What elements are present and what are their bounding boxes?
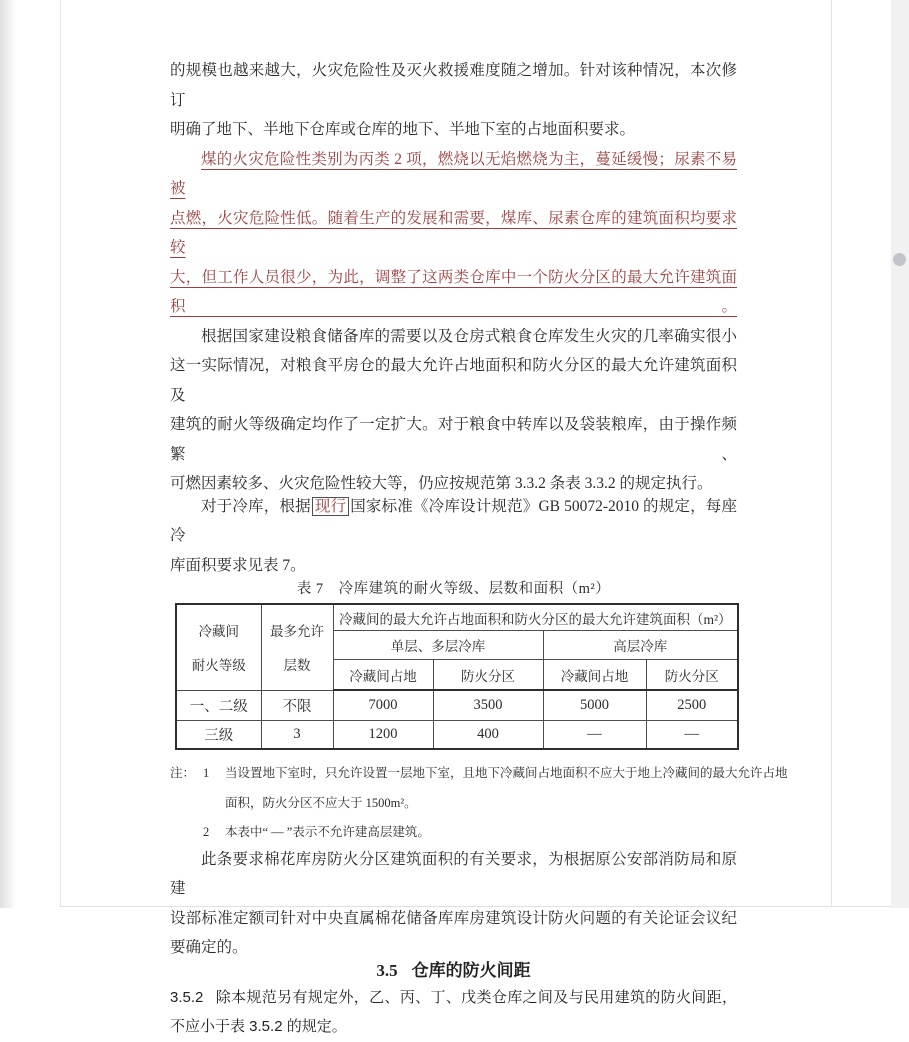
text-line: 这一实际情况，对粮食平房仓的最大允许占地面积和防火分区的最大允许建筑面积及: [170, 357, 737, 404]
note-text-line: 本表中“ — ”表示不允许建高层建筑。: [225, 825, 430, 839]
revision-text-line: 点燃，火灾危险性低。随着生产的发展和需要，煤库、尿素仓库的建筑面积均要求较: [170, 209, 737, 256]
table-cell: 三级: [176, 721, 261, 750]
text-line: 建筑的耐火等级确定均作了一定扩大。对于粮食中转库以及袋装粮库，由于操作频繁、: [170, 416, 737, 463]
table-header-text: 耐火等级: [191, 658, 246, 674]
clause-line: [170, 983, 737, 1013]
note-1-continuation: 面积，防火分区不应大于 1500m²。: [225, 795, 417, 810]
text-line: 库面积要求见表 7。: [170, 556, 306, 574]
table-cell: 一、二级: [176, 690, 261, 721]
table-header-group-highrise: 高层冷库: [543, 631, 738, 660]
table-subheader: 防火分区: [433, 660, 543, 691]
section-title: 仓库的防火间距: [411, 960, 531, 980]
table-notes: [170, 759, 788, 848]
text-line: 要确定的。: [170, 939, 248, 956]
note-number: 1: [203, 766, 210, 780]
table-7-title: 表 7 冷库建筑的耐火等级、层数和面积（m²）: [296, 581, 611, 597]
table-header-text: 最多允许: [270, 624, 324, 640]
note-text-line: 当设置地下室时，只允许设置一层地下室，且地下冷藏间占地面积不应大于地上冷藏间的最大允许占地: [225, 766, 788, 780]
scrollbar-track[interactable]: [891, 0, 909, 908]
text-line: 设部标准定额司针对中央直属棉花储备库库房建筑设计防火问题的有关论证会议纪: [170, 909, 737, 927]
revision-text-line: 煤的火灾危险性类别为丙类 2 项，燃烧以无焰燃烧为主，蔓延缓慢；尿素不易被: [170, 150, 737, 197]
scrollbar-thumb[interactable]: [893, 253, 906, 266]
document-page-content: [170, 0, 788, 1042]
text-line: 可燃因素较多、火灾危险性较大等，仍应按规范第 3.3.2 条表 3.3.2 的规定执行。: [170, 475, 713, 492]
revision-paragraph-red: [170, 145, 737, 322]
table-7: [175, 603, 739, 750]
table-row: [176, 690, 738, 721]
revision-boxed-term: 现行: [312, 497, 349, 516]
note-1: [170, 759, 788, 789]
clause-text: 除本规范另有规定外，乙、丙、丁、戊类仓库之间及与民用建筑的防火间距，: [215, 988, 737, 1006]
table-subheader: 冷藏间占地: [543, 660, 646, 691]
table-subheader: 防火分区: [646, 660, 738, 691]
commentary-paragraph-4: [170, 845, 737, 963]
text-line: 根据国家建设粮食储备库的需要以及仓房式粮食仓库发生火灾的几率确实很小: [201, 327, 737, 345]
text-segment: 国家标准《冷库设计规范》GB 50072-2010 的规定，每座冷: [170, 497, 737, 544]
table-cell: 不限: [261, 690, 333, 721]
commentary-paragraph-2: [170, 322, 737, 499]
table-cell: —: [543, 721, 646, 750]
clause-line: 不应小于表 3.5.2 的规定。: [170, 1018, 347, 1035]
clause-number: 3.5.2: [170, 988, 204, 1006]
text-line: 此条要求棉花库房防火分区建筑面积的有关要求，为根据原公安部消防局和原建: [170, 850, 737, 897]
table-cell: 3: [261, 721, 333, 750]
table-header-text: 冷藏间: [198, 624, 239, 640]
section-heading-3-5: [170, 956, 737, 986]
clause-3-5-2: [170, 983, 737, 1042]
text-segment: 对于冷库，根据: [201, 497, 311, 515]
notes-label: 注：: [170, 766, 196, 780]
text-line: 的规模也越来越大，火灾危险性及灭火救援难度随之增加。针对该种情况，本次修订: [170, 62, 737, 109]
revision-text-line: 大，但工作人员很少，为此，调整了这两类仓库中一个防火分区的最大允许建筑面积。: [170, 268, 737, 315]
table-header-max-storeys: [261, 604, 333, 690]
table-cell: 400: [433, 721, 543, 750]
viewport-left-shadow: [0, 0, 16, 908]
table-cell: 5000: [543, 690, 646, 721]
text-line: [170, 492, 737, 551]
table-header-fire-resistance: [176, 604, 261, 690]
page-left-edge: [60, 0, 61, 906]
table-cell: —: [646, 721, 738, 750]
section-number: 3.5: [376, 960, 398, 980]
text-line: 明确了地下、半地下仓库或仓库的地下、半地下室的占地面积要求。: [170, 121, 636, 138]
table-cell: 2500: [646, 690, 738, 721]
note-2: [170, 818, 737, 848]
commentary-paragraph-3: [170, 492, 737, 581]
commentary-paragraph-1: [170, 56, 737, 145]
table-row: [176, 721, 738, 750]
table-header-span: 冷藏间的最大允许占地面积和防火分区的最大允许建筑面积（m²）: [333, 604, 738, 631]
table-header-text: 层数: [283, 658, 311, 674]
table-header-group-lowrise: 单层、多层冷库: [333, 631, 543, 660]
table-cell: 7000: [333, 690, 433, 721]
notes-label-spacer: [170, 818, 203, 848]
table-subheader: 冷藏间占地: [333, 660, 433, 691]
table-cell: 3500: [433, 690, 543, 721]
note-number: 2: [203, 825, 210, 839]
table-cell: 1200: [333, 721, 433, 750]
page-right-edge: [831, 0, 832, 906]
